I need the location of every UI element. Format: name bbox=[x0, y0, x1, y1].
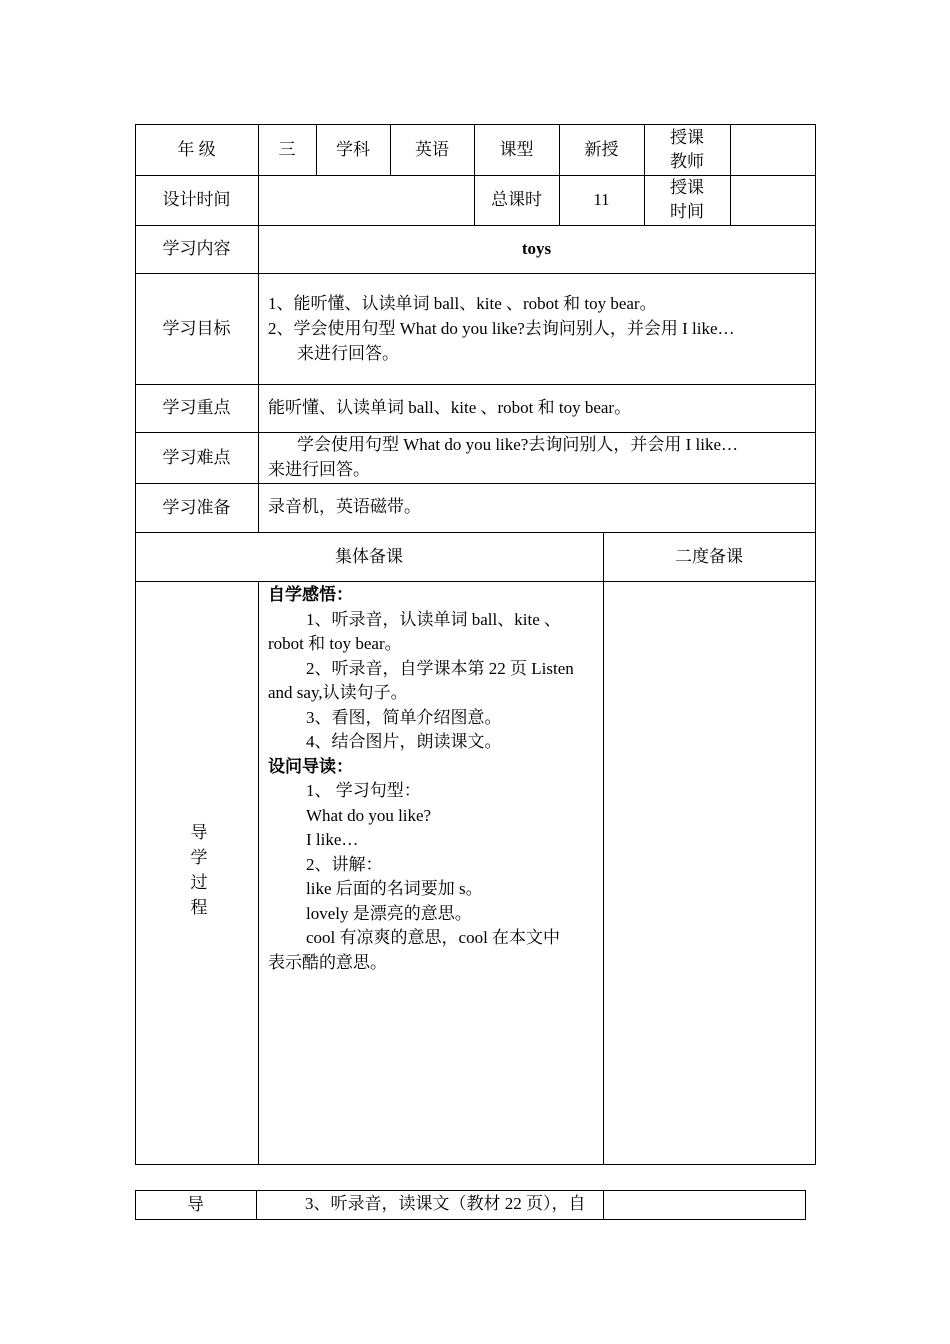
content-label: 学习内容 bbox=[162, 239, 231, 258]
process-label-cell bbox=[135, 581, 258, 1164]
prep-label: 学习准备 bbox=[162, 497, 231, 517]
guided-line: I like… bbox=[306, 830, 359, 849]
next-page-label: 导 bbox=[187, 1194, 204, 1214]
difficulty-line-1: 学会使用句型 What do you like?去询问别人，并会用 I like… bbox=[297, 435, 739, 454]
key-value: 能听懂、认读单词 ball、kite 、robot 和 toy bear。 bbox=[268, 398, 632, 417]
guided-line: like 后面的名词要加 s。 bbox=[306, 879, 483, 898]
guided-line: What do you like? bbox=[306, 805, 432, 825]
guided-line: lovely 是漂亮的意思。 bbox=[306, 903, 472, 923]
self-study-line: robot 和 toy bear。 bbox=[268, 634, 402, 653]
next-page-text: 3、听录音，读课文（教材 22 页），自 bbox=[305, 1194, 586, 1213]
process-label: 导学过程 bbox=[187, 822, 207, 923]
content-value: toys bbox=[521, 239, 552, 258]
lesson-type-value: 新授 bbox=[584, 139, 619, 159]
self-study-line: 4、结合图片，朗读课文。 bbox=[306, 732, 502, 751]
total-periods-value: 11 bbox=[593, 190, 610, 209]
guided-line: 1、 学习句型： bbox=[306, 781, 421, 800]
self-study-line: and say,认读句子。 bbox=[268, 683, 408, 702]
grade-label: 年 级 bbox=[177, 139, 216, 159]
teacher-value bbox=[730, 124, 815, 175]
goal-2-cont: 来进行回答。 bbox=[297, 344, 399, 363]
goal-1: 1、能听懂、认读单词 ball、kite 、robot 和 toy bear。 bbox=[268, 294, 657, 313]
goals-label: 学习目标 bbox=[162, 318, 231, 338]
class-time-value bbox=[730, 175, 815, 225]
teacher-label: 授课 教师 bbox=[670, 127, 704, 171]
second-header: 二度备课 bbox=[675, 546, 743, 566]
grade-value: 三 bbox=[278, 139, 296, 159]
lesson-type-label: 课型 bbox=[499, 139, 534, 159]
self-study-line: 3、看图，简单介绍图意。 bbox=[306, 707, 502, 727]
class-time-label: 授课 时间 bbox=[670, 178, 704, 221]
self-study-title: 自学感悟： bbox=[268, 585, 353, 604]
difficulty-line-2: 来进行回答。 bbox=[268, 460, 370, 479]
design-time-label: 设计时间 bbox=[162, 190, 231, 209]
design-time-value bbox=[258, 175, 474, 225]
prep-value: 录音机，英语磁带。 bbox=[268, 497, 421, 516]
guided-line: cool 有凉爽的意思，cool 在本文中 bbox=[306, 928, 561, 947]
guided-line: 2、讲解： bbox=[306, 854, 383, 874]
difficulty-label: 学习难点 bbox=[162, 447, 231, 467]
goal-2: 2、学会使用句型 What do you like?去询问别人，并会用 I like… bbox=[268, 319, 735, 338]
subject-label: 学科 bbox=[336, 139, 370, 159]
guided-line: 表示酷的意思。 bbox=[268, 952, 387, 972]
guided-title: 设问导读： bbox=[268, 756, 353, 776]
collective-header: 集体备课 bbox=[335, 546, 403, 566]
subject-value: 英语 bbox=[415, 139, 449, 159]
key-label: 学习重点 bbox=[162, 398, 231, 417]
self-study-line: 2、听录音，自学课本第 22 页 Listen bbox=[306, 658, 574, 678]
self-study-line: 1、听录音，认读单词 ball、kite 、 bbox=[306, 609, 561, 629]
process-content bbox=[268, 583, 598, 975]
total-periods-label: 总课时 bbox=[491, 190, 542, 209]
